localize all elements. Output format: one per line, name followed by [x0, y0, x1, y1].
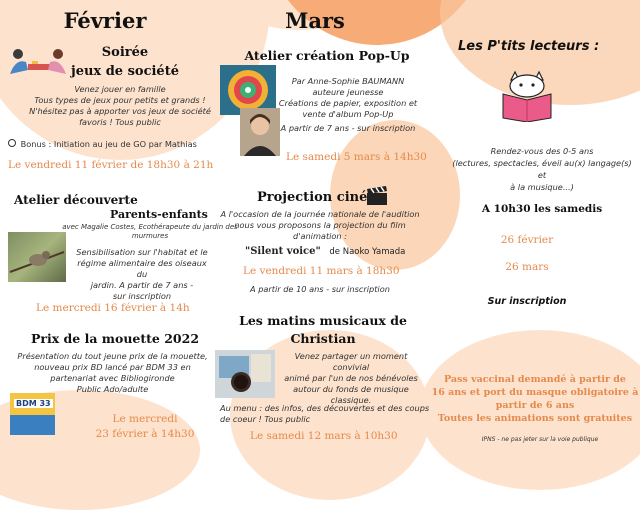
soiree-line-2: Tous types de jeux pour petits et grands !: [34, 95, 206, 105]
popup-line-4: vente d'album Pop-Up: [302, 109, 394, 119]
soiree-date: Le vendredi 11 février de 18h30 à 21h: [8, 159, 214, 171]
matins-title: [228, 312, 418, 348]
cine-line-3: d'animation :: [293, 231, 347, 241]
atelier-line-4: sur inscription: [112, 291, 172, 301]
atelier-credit-1: avec Magalie Costes, Ecothérapeute du jardin des: [62, 223, 238, 231]
lecteurs-description: [452, 145, 632, 193]
cine-description: [210, 209, 430, 242]
cine-date: Le vendredi 11 mars à 18h30: [243, 265, 400, 277]
notice-line-1: Pass vaccinal demandé à partir de: [444, 374, 626, 385]
matins-line-1: Venez partager un moment convivial: [294, 351, 408, 372]
matins-line-5: Au menu : des infos, des découvertes et des coups: [220, 403, 430, 413]
prix-line-4: Public Ado/adulte: [76, 384, 149, 394]
prix-description: [0, 351, 225, 395]
popup-title: Atelier création Pop-Up: [244, 48, 410, 63]
popup-description: [278, 76, 418, 134]
atelier-line-1: Sensibilisation sur l'habitat et le: [76, 247, 208, 257]
soiree-title-2: jeux de société: [71, 64, 179, 79]
popup-line-1: Par Anne-Sophie BAUMANN: [291, 76, 405, 86]
cine-film-by: de Naoko Yamada: [329, 247, 406, 257]
atelier-credit-2: murmures: [131, 232, 169, 240]
footer-ipns: IPNS - ne pas jeter sur la voie publique: [481, 436, 599, 443]
lecteurs-notice: [430, 373, 640, 425]
notice-line-2: 16 ans et port du masque obligatoire à: [431, 387, 639, 398]
soiree-line-3: N'hésitez pas à apporter vos jeux de société: [29, 106, 211, 116]
popup-line-5: A partir de 7 ans - sur inscription: [280, 123, 416, 133]
prix-date: [85, 412, 205, 442]
prix-title: Prix de la mouette 2022: [31, 331, 200, 346]
matins-line-3: autour du fonds de musique: [293, 384, 409, 394]
lecteurs-title: Les P'tits lecteurs :: [458, 39, 600, 54]
soiree-title-1: Soirée: [101, 45, 149, 60]
matins-description: [276, 351, 426, 406]
cine-film: [245, 246, 405, 257]
atelier-line-3: jardin. A partir de 7 ans -: [90, 280, 194, 290]
notice-line-4: Toutes les animations sont gratuites: [437, 413, 633, 424]
bdm33-logo-text: BDM 33: [16, 399, 51, 408]
cine-line-2: nous vous proposons la projection du film: [234, 220, 406, 230]
prix-line-2: nouveau prix BD lancé par BDM 33 en: [34, 362, 191, 372]
author-photo: [240, 108, 280, 156]
prix-date-1: Le mercredi: [112, 413, 178, 425]
atelier-title-1: Atelier découverte: [14, 193, 138, 207]
cine-film-title: "Silent voice": [245, 246, 321, 257]
coffee-music-photo: [215, 350, 275, 398]
atelier-title-2: Parents-enfants: [110, 208, 208, 221]
soiree-bonus: [8, 139, 197, 149]
month-march: Mars: [285, 8, 345, 33]
prix-date-2: 23 février à 14h30: [95, 428, 195, 440]
atelier-description: [72, 247, 212, 302]
bdm33-logo: [10, 393, 55, 435]
atelier-line-2: régime alimentaire des oiseaux du: [77, 258, 207, 279]
soiree-line-1: Venez jouer en famille: [74, 84, 166, 94]
prix-line-1: Présentation du tout jeune prix de la mouette,: [17, 351, 208, 361]
atelier-date: Le mercredi 16 février à 14h: [36, 302, 190, 314]
matins-date: Le samedi 12 mars à 10h30: [250, 430, 398, 442]
cine-title: Projection ciné: [257, 190, 368, 205]
lecteurs-line-3: à la musique...): [510, 182, 574, 192]
cine-line-1: A l'occasion de la journée nationale de l'audition: [220, 209, 420, 219]
prix-line-3: partenariat avec Bibliogironde: [50, 373, 175, 383]
cine-age: A partir de 10 ans - sur inscription: [250, 284, 390, 294]
lecteurs-date-2: 26 mars: [505, 261, 549, 273]
matins-title-2: Christian: [290, 331, 356, 346]
lecteurs-time: A 10h30 les samedis: [481, 203, 603, 215]
clapperboard-icon: [366, 186, 388, 206]
popup-line-3: Créations de papier, exposition et: [278, 98, 418, 108]
lecteurs-date-1: 26 février: [500, 234, 554, 246]
bird-photo: [8, 232, 66, 282]
matins-line-2: animé par l'un de nos bénévoles: [284, 373, 418, 383]
soiree-description: [0, 84, 240, 128]
popup-line-2: auteure jeunesse: [312, 87, 384, 97]
lecteurs-inscription: Sur inscription: [487, 296, 567, 307]
soiree-line-4: favoris ! Tous public: [79, 117, 161, 127]
lecteurs-line-1: Rendez-vous des 0-5 ans: [490, 146, 594, 156]
lecteurs-line-2: (lectures, spectacles, éveil au(x) langage(s) et: [452, 158, 632, 180]
reading-cat-icon: [497, 70, 557, 122]
matins-line-6: de coeur ! Tous public: [220, 414, 311, 424]
soiree-bonus-text: Bonus : Initiation au jeu de GO par Mathias: [20, 139, 197, 149]
bullet-icon: [8, 139, 16, 147]
matins-line-4: classique.: [330, 395, 372, 405]
popup-date: Le samedi 5 mars à 14h30: [286, 151, 427, 163]
notice-line-3: partir de 6 ans: [495, 400, 575, 411]
matins-title-1: Les matins musicaux de: [239, 313, 407, 328]
matins-menu: [220, 403, 430, 425]
month-february: Février: [63, 8, 147, 33]
